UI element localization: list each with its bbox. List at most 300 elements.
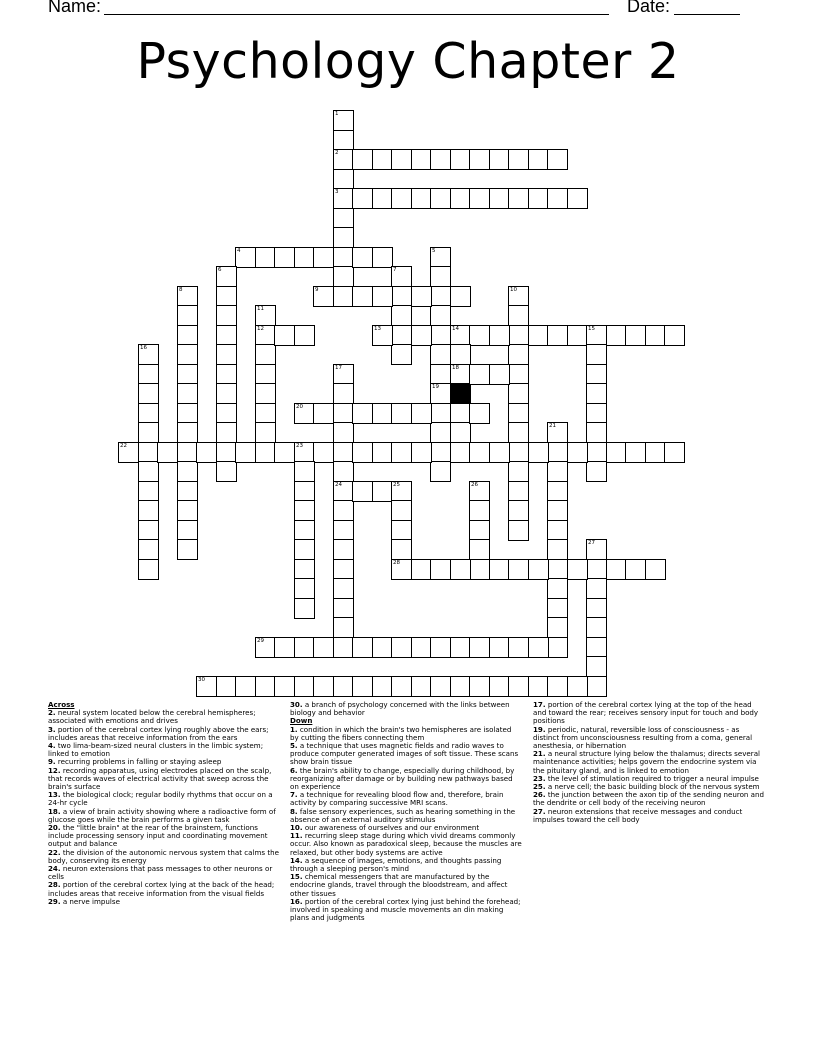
grid-cell[interactable] [255, 637, 276, 658]
grid-cell[interactable] [333, 578, 354, 599]
grid-cell[interactable] [430, 559, 451, 580]
across-clue [48, 709, 280, 725]
clue-text: a neural structure lying below the thalamus; directs several maintenance activities; helps govern the endocrine system via the pituitary gland, and is linked to emotion [533, 749, 761, 775]
grid-cell[interactable] [274, 247, 295, 268]
grid-cell[interactable] [586, 578, 607, 599]
grid-cell[interactable] [489, 149, 510, 170]
grid-cell[interactable] [508, 188, 529, 209]
grid-cell[interactable] [469, 539, 490, 560]
grid-cell[interactable] [216, 422, 237, 443]
grid-cell[interactable] [177, 344, 198, 365]
grid-cell[interactable] [450, 559, 471, 580]
grid-cell[interactable] [664, 442, 685, 463]
grid-cell[interactable] [352, 286, 373, 307]
grid-cell[interactable] [547, 617, 568, 638]
grid-cell[interactable] [391, 188, 412, 209]
grid-cell[interactable] [586, 325, 607, 346]
grid-cell[interactable] [294, 637, 315, 658]
grid-cell[interactable] [391, 481, 412, 502]
grid-cell[interactable] [508, 403, 529, 424]
grid-cell[interactable] [547, 325, 568, 346]
grid-cell[interactable] [372, 286, 393, 307]
grid-cell[interactable] [547, 578, 568, 599]
grid-cell[interactable] [391, 637, 412, 658]
grid-cell[interactable] [547, 442, 568, 463]
grid-cell[interactable] [528, 637, 549, 658]
grid-cell[interactable] [586, 637, 607, 658]
grid-cell[interactable] [274, 676, 295, 697]
grid-cell[interactable] [138, 344, 159, 365]
grid-cell[interactable] [528, 442, 549, 463]
grid-cell[interactable] [391, 676, 412, 697]
grid-cell[interactable] [372, 676, 393, 697]
grid-cell[interactable] [372, 481, 393, 502]
clue-text: chemical messengers that are manufactured by the endocrine glands, travel through the bloodstream, and affect other tissues [290, 872, 508, 898]
grid-cell[interactable] [313, 403, 334, 424]
grid-cell[interactable] [586, 383, 607, 404]
grid-cell[interactable] [547, 481, 568, 502]
grid-cell[interactable] [138, 422, 159, 443]
grid-cell[interactable] [333, 169, 354, 190]
grid-cell[interactable] [352, 442, 373, 463]
grid-cell[interactable] [606, 442, 627, 463]
grid-cell[interactable] [333, 110, 354, 131]
grid-cell[interactable] [508, 364, 529, 385]
grid-cell[interactable] [391, 539, 412, 560]
grid-cell[interactable] [138, 461, 159, 482]
grid-cell[interactable] [430, 461, 451, 482]
grid-cell[interactable] [567, 325, 588, 346]
grid-cell[interactable] [391, 520, 412, 541]
grid-cell[interactable] [508, 676, 529, 697]
grid-cell[interactable] [547, 539, 568, 560]
grid-cell[interactable] [333, 227, 354, 248]
grid-cell[interactable] [411, 286, 432, 307]
grid-cell[interactable] [586, 344, 607, 365]
grid-cell[interactable] [216, 461, 237, 482]
grid-cell[interactable] [586, 422, 607, 443]
grid-cell[interactable] [372, 188, 393, 209]
grid-cell[interactable] [313, 442, 334, 463]
grid-cell[interactable] [235, 442, 256, 463]
grid-cell[interactable] [333, 442, 354, 463]
grid-cell[interactable] [352, 403, 373, 424]
down-clue [290, 742, 522, 767]
grid-cell[interactable] [489, 325, 510, 346]
down-clue-list-continued [533, 701, 765, 824]
grid-cell[interactable] [216, 364, 237, 385]
grid-cell[interactable] [294, 461, 315, 482]
grid-cell[interactable] [508, 637, 529, 658]
grid-cell[interactable] [313, 676, 334, 697]
grid-cell[interactable] [333, 286, 354, 307]
grid-cell[interactable] [645, 559, 666, 580]
grid-cell[interactable] [469, 403, 490, 424]
grid-cell[interactable] [586, 364, 607, 385]
grid-cell[interactable] [430, 266, 451, 287]
grid-cell[interactable] [333, 149, 354, 170]
grid-cell[interactable] [567, 188, 588, 209]
grid-cell[interactable] [372, 442, 393, 463]
grid-cell[interactable] [294, 539, 315, 560]
grid-cell[interactable] [489, 559, 510, 580]
grid-cell[interactable] [352, 481, 373, 502]
grid-cell[interactable] [216, 442, 237, 463]
grid-cell[interactable] [625, 559, 646, 580]
grid-cell[interactable] [255, 403, 276, 424]
grid-cell[interactable] [391, 266, 412, 287]
grid-cell[interactable] [586, 403, 607, 424]
clue-number-label: 30. [290, 700, 303, 709]
grid-cell[interactable] [177, 364, 198, 385]
grid-cell[interactable] [138, 481, 159, 502]
grid-cell[interactable] [294, 247, 315, 268]
grid-cell[interactable] [430, 188, 451, 209]
grid-cell[interactable] [333, 481, 354, 502]
grid-cell[interactable] [430, 403, 451, 424]
grid-cell[interactable] [313, 247, 334, 268]
grid-cell[interactable] [333, 130, 354, 151]
grid-cell[interactable] [118, 442, 139, 463]
grid-cell[interactable] [177, 442, 198, 463]
grid-cell[interactable] [177, 481, 198, 502]
grid-cell[interactable] [255, 383, 276, 404]
grid-cell[interactable] [352, 188, 373, 209]
grid-cell[interactable] [333, 208, 354, 229]
clue-text: two lima-beam-sized neural clusters in the limbic system; linked to emotion [48, 741, 264, 759]
down-clue [533, 808, 765, 824]
grid-cell[interactable] [255, 364, 276, 385]
grid-cell[interactable] [606, 325, 627, 346]
grid-cell[interactable] [547, 676, 568, 697]
grid-cell[interactable] [508, 461, 529, 482]
grid-cell[interactable] [216, 286, 237, 307]
grid-cell[interactable] [333, 637, 354, 658]
grid-cell[interactable] [372, 247, 393, 268]
grid-cell[interactable] [586, 617, 607, 638]
grid-cell[interactable] [294, 598, 315, 619]
grid-cell[interactable] [177, 539, 198, 560]
grid-cell[interactable] [274, 442, 295, 463]
clue-number-label: 20. [48, 823, 61, 833]
grid-cell[interactable] [645, 325, 666, 346]
grid-cell[interactable] [177, 325, 198, 346]
grid-cell[interactable] [313, 286, 334, 307]
clue-text: the division of the autonomic nervous system that calms the body, conserving its energy [48, 847, 279, 865]
grid-cell[interactable] [430, 149, 451, 170]
grid-cell[interactable] [586, 676, 607, 697]
grid-cell[interactable] [294, 520, 315, 541]
grid-cell[interactable] [411, 442, 432, 463]
grid-cell[interactable] [450, 422, 471, 443]
grid-cell[interactable] [391, 559, 412, 580]
grid-cell[interactable] [196, 676, 217, 697]
grid-cell[interactable] [333, 403, 354, 424]
grid-cell[interactable] [177, 403, 198, 424]
grid-cell[interactable] [333, 383, 354, 404]
grid-cell[interactable] [450, 286, 471, 307]
clue-number: 23 [296, 443, 303, 449]
grid-cell[interactable] [547, 598, 568, 619]
down-clue [290, 873, 522, 898]
grid-cell[interactable] [313, 637, 334, 658]
grid-cell[interactable] [294, 442, 315, 463]
grid-cell[interactable] [333, 559, 354, 580]
grid-cell[interactable] [547, 637, 568, 658]
grid-cell[interactable] [430, 676, 451, 697]
grid-cell[interactable] [547, 500, 568, 521]
grid-cell[interactable] [645, 442, 666, 463]
grid-cell[interactable] [391, 344, 412, 365]
grid-cell[interactable] [489, 442, 510, 463]
grid-cell[interactable] [294, 481, 315, 502]
grid-cell[interactable] [274, 325, 295, 346]
grid-cell[interactable] [196, 442, 217, 463]
grid-cell[interactable] [430, 305, 451, 326]
grid-cell[interactable] [528, 149, 549, 170]
grid-cell[interactable] [586, 539, 607, 560]
grid-cell[interactable] [411, 149, 432, 170]
clue-number-label: 25. [533, 782, 546, 792]
grid-cell[interactable] [391, 403, 412, 424]
black-cell [450, 383, 471, 404]
grid-cell[interactable] [469, 520, 490, 541]
grid-cell[interactable] [216, 305, 237, 326]
grid-cell[interactable] [528, 325, 549, 346]
grid-cell[interactable] [469, 442, 490, 463]
grid-cell[interactable] [255, 422, 276, 443]
grid-cell[interactable] [294, 500, 315, 521]
grid-cell[interactable] [333, 500, 354, 521]
grid-cell[interactable] [450, 403, 471, 424]
grid-cell[interactable] [450, 188, 471, 209]
grid-cell[interactable] [547, 461, 568, 482]
grid-cell[interactable] [255, 305, 276, 326]
grid-cell[interactable] [430, 247, 451, 268]
grid-cell[interactable] [294, 676, 315, 697]
page-title: Psychology Chapter 2 [136, 33, 680, 90]
grid-cell[interactable] [333, 364, 354, 385]
grid-cell[interactable] [450, 637, 471, 658]
grid-cell[interactable] [450, 325, 471, 346]
grid-cell[interactable] [567, 442, 588, 463]
grid-cell[interactable] [508, 305, 529, 326]
grid-cell[interactable] [255, 247, 276, 268]
grid-cell[interactable] [177, 305, 198, 326]
grid-cell[interactable] [216, 383, 237, 404]
down-heading: Down [290, 716, 313, 726]
grid-cell[interactable] [508, 325, 529, 346]
grid-cell[interactable] [391, 149, 412, 170]
grid-cell[interactable] [216, 676, 237, 697]
grid-cell[interactable] [177, 286, 198, 307]
grid-cell[interactable] [235, 676, 256, 697]
grid-cell[interactable] [333, 188, 354, 209]
grid-cell[interactable] [333, 617, 354, 638]
grid-cell[interactable] [333, 247, 354, 268]
grid-cell[interactable] [430, 637, 451, 658]
grid-cell[interactable] [352, 676, 373, 697]
grid-cell[interactable] [625, 325, 646, 346]
down-clue [533, 726, 765, 751]
grid-cell[interactable] [177, 383, 198, 404]
grid-cell[interactable] [430, 286, 451, 307]
grid-cell[interactable] [235, 247, 256, 268]
grid-cell[interactable] [255, 344, 276, 365]
grid-cell[interactable] [547, 520, 568, 541]
grid-cell[interactable] [586, 559, 607, 580]
grid-cell[interactable] [508, 520, 529, 541]
grid-cell[interactable] [411, 188, 432, 209]
grid-cell[interactable] [352, 149, 373, 170]
grid-cell[interactable] [528, 676, 549, 697]
grid-cell[interactable] [274, 637, 295, 658]
grid-cell[interactable] [489, 364, 510, 385]
grid-cell[interactable] [469, 188, 490, 209]
grid-cell[interactable] [586, 656, 607, 677]
grid-cell[interactable] [450, 344, 471, 365]
grid-cell[interactable] [216, 344, 237, 365]
grid-cell[interactable] [177, 520, 198, 541]
clue-number-label: 28. [48, 880, 61, 890]
grid-cell[interactable] [372, 325, 393, 346]
grid-cell[interactable] [586, 598, 607, 619]
grid-cell[interactable] [469, 149, 490, 170]
grid-cell[interactable] [567, 676, 588, 697]
grid-cell[interactable] [391, 500, 412, 521]
grid-cell[interactable] [294, 578, 315, 599]
grid-cell[interactable] [547, 422, 568, 443]
grid-cell[interactable] [138, 364, 159, 385]
grid-cell[interactable] [508, 383, 529, 404]
grid-cell[interactable] [469, 500, 490, 521]
grid-cell[interactable] [508, 149, 529, 170]
grid-cell[interactable] [177, 461, 198, 482]
grid-cell[interactable] [157, 442, 178, 463]
grid-cell[interactable] [528, 559, 549, 580]
grid-cell[interactable] [450, 676, 471, 697]
name-label: Name: [48, 0, 102, 16]
grid-cell[interactable] [294, 559, 315, 580]
grid-cell[interactable] [547, 149, 568, 170]
grid-cell[interactable] [508, 559, 529, 580]
grid-cell[interactable] [625, 442, 646, 463]
grid-cell[interactable] [469, 559, 490, 580]
grid-cell[interactable] [411, 325, 432, 346]
grid-cell[interactable] [216, 403, 237, 424]
grid-cell[interactable] [391, 305, 412, 326]
grid-cell[interactable] [294, 325, 315, 346]
across-clue [48, 767, 280, 792]
grid-cell[interactable] [177, 500, 198, 521]
grid-cell[interactable] [430, 325, 451, 346]
clue-text: a nerve impulse [60, 896, 120, 906]
grid-cell[interactable] [411, 676, 432, 697]
grid-cell[interactable] [333, 598, 354, 619]
grid-cell[interactable] [606, 559, 627, 580]
grid-cell[interactable] [138, 403, 159, 424]
grid-cell[interactable] [469, 637, 490, 658]
grid-cell[interactable] [508, 500, 529, 521]
grid-cell[interactable] [216, 266, 237, 287]
grid-cell[interactable] [430, 364, 451, 385]
clue-number-label: 13. [48, 790, 61, 800]
grid-cell[interactable] [333, 422, 354, 443]
grid-cell[interactable] [450, 442, 471, 463]
grid-cell[interactable] [333, 266, 354, 287]
grid-cell[interactable] [586, 461, 607, 482]
grid-cell[interactable] [138, 559, 159, 580]
grid-cell[interactable] [352, 637, 373, 658]
grid-cell[interactable] [372, 149, 393, 170]
grid-cell[interactable] [255, 676, 276, 697]
grid-cell[interactable] [508, 442, 529, 463]
grid-cell[interactable] [664, 325, 685, 346]
grid-cell[interactable] [177, 422, 198, 443]
grid-cell[interactable] [469, 481, 490, 502]
grid-cell[interactable] [138, 520, 159, 541]
grid-cell[interactable] [333, 539, 354, 560]
grid-cell[interactable] [411, 403, 432, 424]
grid-cell[interactable] [508, 344, 529, 365]
grid-cell[interactable] [450, 364, 471, 385]
grid-cell[interactable] [430, 422, 451, 443]
grid-cell[interactable] [333, 461, 354, 482]
grid-cell[interactable] [508, 286, 529, 307]
grid-cell[interactable] [138, 383, 159, 404]
grid-cell[interactable] [138, 442, 159, 463]
grid-cell[interactable] [372, 403, 393, 424]
grid-cell[interactable] [352, 247, 373, 268]
grid-cell[interactable] [528, 188, 549, 209]
grid-cell[interactable] [333, 676, 354, 697]
grid-cell[interactable] [469, 676, 490, 697]
grid-cell[interactable] [333, 520, 354, 541]
grid-cell[interactable] [372, 637, 393, 658]
grid-cell[interactable] [508, 422, 529, 443]
grid-cell[interactable] [469, 364, 490, 385]
grid-cell[interactable] [469, 325, 490, 346]
grid-cell[interactable] [138, 539, 159, 560]
grid-cell[interactable] [294, 403, 315, 424]
grid-cell[interactable] [430, 383, 451, 404]
grid-cell[interactable] [391, 442, 412, 463]
grid-cell[interactable] [411, 637, 432, 658]
grid-cell[interactable] [216, 325, 237, 346]
grid-cell[interactable] [255, 442, 276, 463]
grid-cell[interactable] [586, 442, 607, 463]
grid-cell[interactable] [489, 676, 510, 697]
clue-number-label: 10. [290, 823, 303, 833]
grid-cell[interactable] [430, 442, 451, 463]
grid-cell[interactable] [411, 559, 432, 580]
grid-cell[interactable] [391, 325, 412, 346]
grid-cell[interactable] [450, 149, 471, 170]
clue-number: 15 [588, 326, 595, 332]
clue-text: portion of the cerebral cortex lying at the top of the head and toward the rear; receives sensory input for touch and body positions [533, 700, 759, 726]
clue-text: our awareness of ourselves and our environment [302, 823, 480, 833]
grid-cell[interactable] [138, 500, 159, 521]
grid-cell[interactable] [391, 286, 412, 307]
grid-cell[interactable] [508, 481, 529, 502]
grid-cell[interactable] [489, 637, 510, 658]
grid-cell[interactable] [567, 559, 588, 580]
grid-cell[interactable] [547, 188, 568, 209]
grid-cell[interactable] [255, 325, 276, 346]
grid-cell[interactable] [547, 559, 568, 580]
grid-cell[interactable] [489, 188, 510, 209]
grid-cell[interactable] [430, 344, 451, 365]
